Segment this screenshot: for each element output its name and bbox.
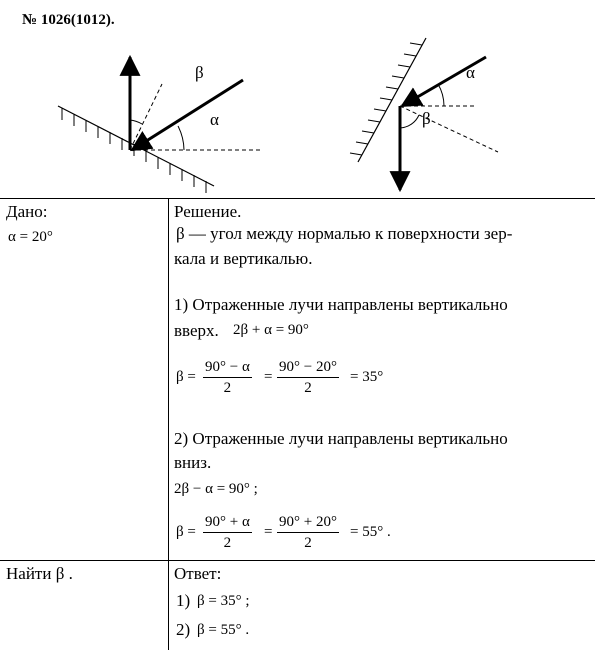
table-top-line [0,198,595,199]
case2-frac1-numerator: 90° + α [203,513,252,533]
alpha-arc-left [178,126,184,150]
table-vertical-divider [168,198,169,650]
case1-fraction-2 [277,358,339,398]
case1-frac1-numerator: 90° − α [203,358,252,378]
solution-intro-line1: β — угол между нормалью к поверхности зер- [176,224,513,243]
alpha-label-right: α [466,63,475,82]
solution-intro-line2: кала и вертикалью. [174,249,313,268]
case1-frac1-denominator: 2 [223,380,232,396]
beta-label-right: β [422,109,431,128]
figure-left [58,57,260,193]
case2-frac2-numerator: 90° + 20° [277,513,339,533]
given-value: α = 20° [8,229,53,245]
case2-frac1-denominator: 2 [223,535,232,551]
answer-item1-value: β = 35° ; [197,593,250,609]
case1-frac2-denominator: 2 [304,380,312,396]
figure-right [350,38,498,190]
alpha-arc-right [438,84,444,106]
answer-item2-number: 2) [176,620,191,639]
case1-equals: = [264,369,273,385]
answer-heading: Ответ: [174,564,222,583]
case2-line2: вниз. [174,453,212,472]
alpha-label-left: α [210,110,219,129]
table-middle-line [0,560,595,561]
optics-figures [0,0,595,200]
problem-number: № 1026(1012). [22,12,115,28]
case1-line2: вверх. [174,321,219,340]
solution-heading: Решение. [174,202,242,221]
case1-lhs: β = [176,369,196,385]
beta-arc-left [130,120,142,124]
incident-ray-left [132,80,243,150]
case2-fraction-2 [277,513,339,553]
case2-line1: 2) Отраженные лучи направлены вертикально [174,429,508,448]
case2-equation: 2β − α = 90° ; [174,481,258,497]
case2-equals: = [264,524,273,540]
case2-lhs: β = [176,524,196,540]
case2-frac2-denominator: 2 [304,535,312,551]
case2-result: = 55° . [350,524,391,540]
normal-dashed-right [400,106,498,152]
given-label: Дано: [6,202,48,221]
beta-label-left: β [195,63,204,82]
case2-fraction-1 [203,513,252,553]
case1-equation: 2β + α = 90° [233,322,309,338]
case1-frac2-numerator: 90° − 20° [277,358,339,378]
answer-item2-value: β = 55° . [197,622,250,638]
case1-line1: 1) Отраженные лучи направлены вертикально [174,295,508,314]
answer-item1-number: 1) [176,591,191,610]
case1-result: = 35° [350,369,384,385]
case1-fraction-1 [203,358,252,398]
find-label: Найти β . [6,564,73,583]
beta-arc-right [400,115,419,128]
